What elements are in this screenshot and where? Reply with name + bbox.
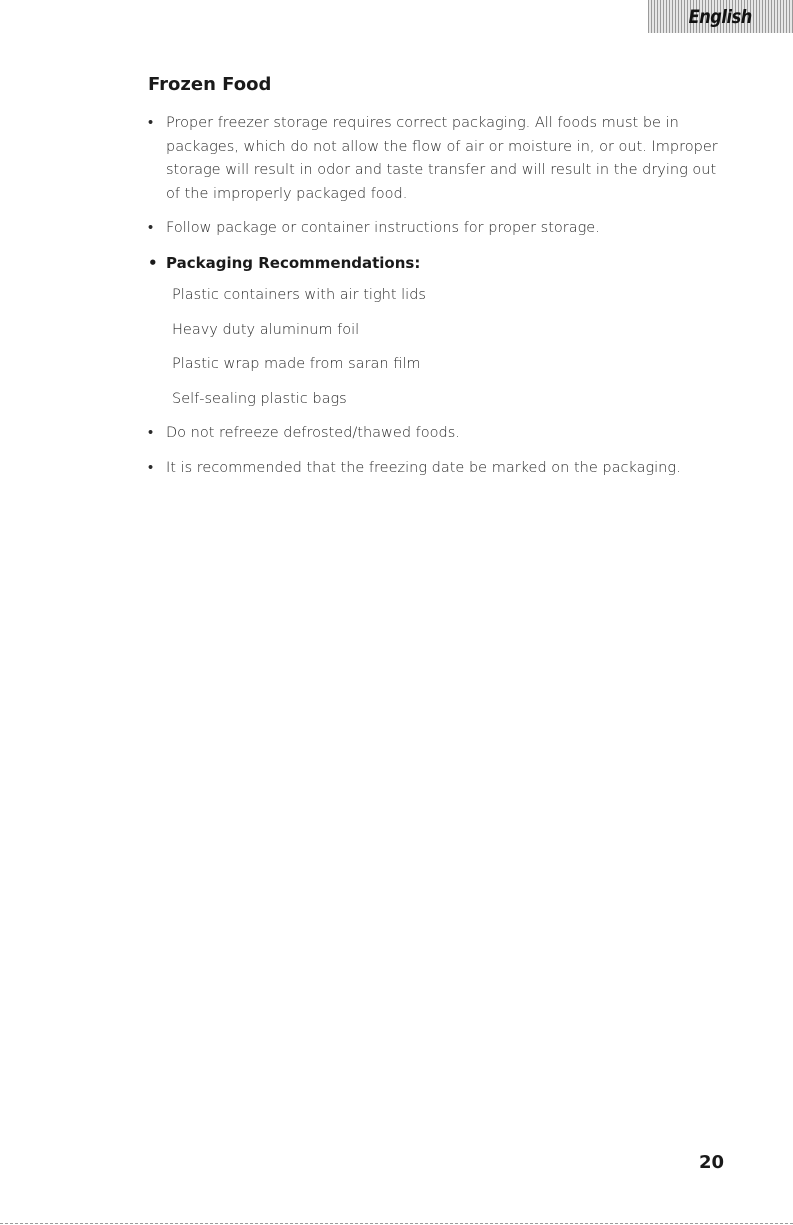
- bullet-item: [148, 457, 728, 481]
- packaging-item: Plastic containers with air tight lids: [172, 287, 426, 303]
- packaging-heading-text: Packaging Recommendations:: [166, 253, 421, 272]
- packaging-heading: [148, 252, 728, 276]
- bullet-text: Proper freezer storage requires correct packaging. All foods must be in packages, which do not allow the flow of air or moisture in, or out. Improper storage will result in odor and taste transfer and will result in the drying out of the improperly packaged food.: [166, 115, 718, 202]
- bottom-divider: [0, 1223, 793, 1224]
- bullet-item: [148, 112, 728, 206]
- bullet-item: [148, 422, 728, 446]
- packaging-item: Plastic wrap made from saran film: [172, 356, 421, 372]
- packaging-list: [148, 284, 728, 411]
- bullet-text: It is recommended that the freezing date be marked on the packaging.: [166, 459, 681, 476]
- packaging-item: Self-sealing plastic bags: [172, 390, 347, 407]
- bullet-dot: •: [148, 253, 158, 272]
- bullet-dot: •: [148, 220, 154, 236]
- packaging-item: Heavy duty aluminum foil: [172, 321, 360, 338]
- bullet-item: [148, 217, 728, 241]
- bullet-dot: •: [148, 459, 154, 476]
- bullet-text: Follow package or container instructions for proper storage.: [166, 220, 600, 236]
- section-title: Frozen Food: [148, 74, 272, 95]
- bullet-dot: •: [148, 115, 154, 131]
- page-number: 20: [699, 1152, 725, 1173]
- bullet-dot: •: [148, 425, 154, 441]
- language-label: English: [688, 5, 753, 28]
- language-tab: [648, 0, 793, 33]
- frozen-food-content: [148, 112, 728, 491]
- bullet-text: Do not refreeze defrosted/thawed foods.: [166, 425, 460, 441]
